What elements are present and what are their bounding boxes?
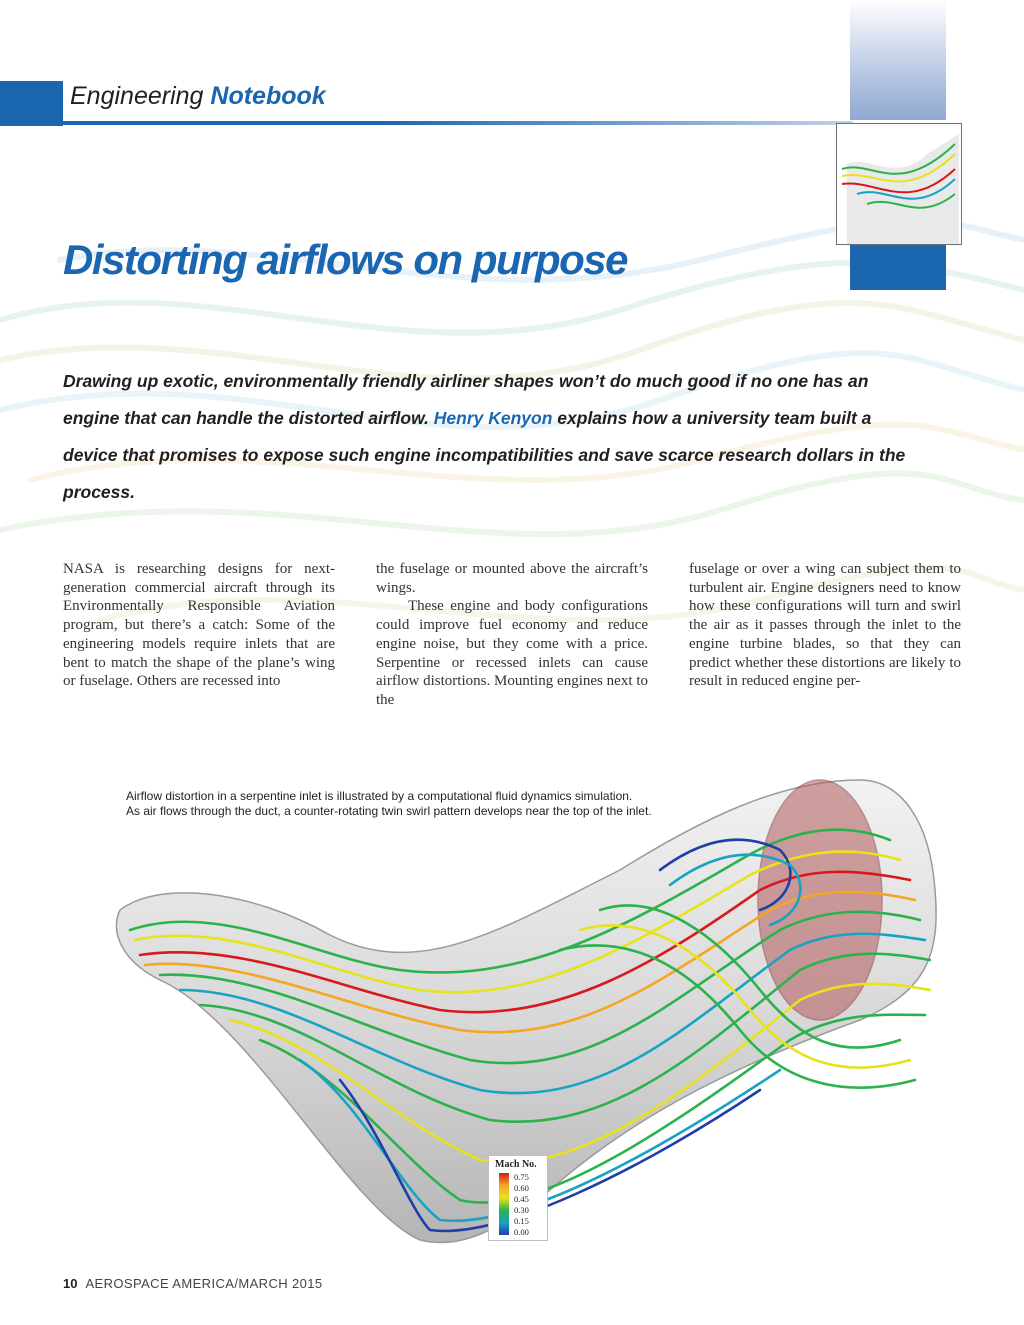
legend-color-bar — [499, 1173, 509, 1235]
legend-tick: 0.30 — [514, 1205, 529, 1215]
body-column-1 — [63, 560, 335, 691]
cfd-inlet-figure — [100, 760, 1000, 1265]
figure-caption — [126, 789, 726, 819]
page-footer — [63, 1276, 323, 1291]
legend-tick: 0.00 — [514, 1227, 529, 1237]
dek-author: Henry Kenyon — [433, 408, 553, 428]
legend-tick: 0.15 — [514, 1216, 529, 1226]
section-label-light: Engineering — [70, 82, 204, 110]
article-dek — [63, 363, 913, 511]
body-paragraph: the fuselage or mounted above the aircraft’s wings. — [376, 561, 648, 596]
dek-text-1: Drawing up exotic, environmentally friendly airliner shapes won’t do much good if no one has an engine that can handle the distorted airflow. — [63, 371, 869, 428]
body-column-3 — [689, 560, 961, 691]
caption-line-2: As air flows through the duct, a counter-rotating twin swirl pattern develops near the top of the inlet. — [126, 804, 652, 818]
legend-tick: 0.60 — [514, 1183, 529, 1193]
section-label-bold: Notebook — [210, 82, 326, 110]
thumbnail-image — [836, 123, 962, 245]
decorative-top-band — [850, 0, 946, 120]
section-header-block — [0, 81, 63, 126]
caption-line-1: Airflow distortion in a serpentine inlet is illustrated by a computational fluid dynamics simulation. — [126, 789, 633, 803]
legend-title: Mach No. — [495, 1159, 537, 1170]
mach-number-legend — [488, 1155, 548, 1241]
dek-text-2: explains how a university team built a device that promises to expose such engine incompatibilities and save scarce research dollars in the process. — [63, 408, 906, 502]
thumbnail-flow-graphic — [837, 124, 961, 244]
page-number: 10 — [63, 1276, 78, 1291]
body-column-2 — [376, 560, 648, 710]
legend-tick: 0.45 — [514, 1194, 529, 1204]
publication-line: AEROSPACE AMERICA/MARCH 2015 — [85, 1276, 323, 1291]
section-header-rule — [63, 121, 853, 125]
legend-tick: 0.75 — [514, 1172, 529, 1182]
decorative-blue-tab — [850, 243, 946, 290]
section-label — [70, 82, 326, 111]
article-title: Distorting airflows on purpose — [63, 236, 628, 283]
body-paragraph: These engine and body configurations could improve fuel economy and reduce engine noise, but they come with a price. Serpentine or recessed inlets can cause airflow distortions. Mounting engines next to the — [376, 598, 648, 708]
body-paragraph: fuselage or over a wing can subject them to turbulent air. Engine designers need to know how these configurations will turn and swirl the air as it passes through the inlet to the engine turbine blades, so that they can predict whether these distortions are likely to result in reduced engine per- — [689, 561, 961, 690]
body-paragraph: NASA is researching designs for next-generation commercial aircraft through its Environmentally Responsible Aviation program, but there’s a catch: Some of the engineering models require inlets that are bent to match the shape of the plane’s wing or fuselage. Others are recessed into — [63, 561, 335, 690]
